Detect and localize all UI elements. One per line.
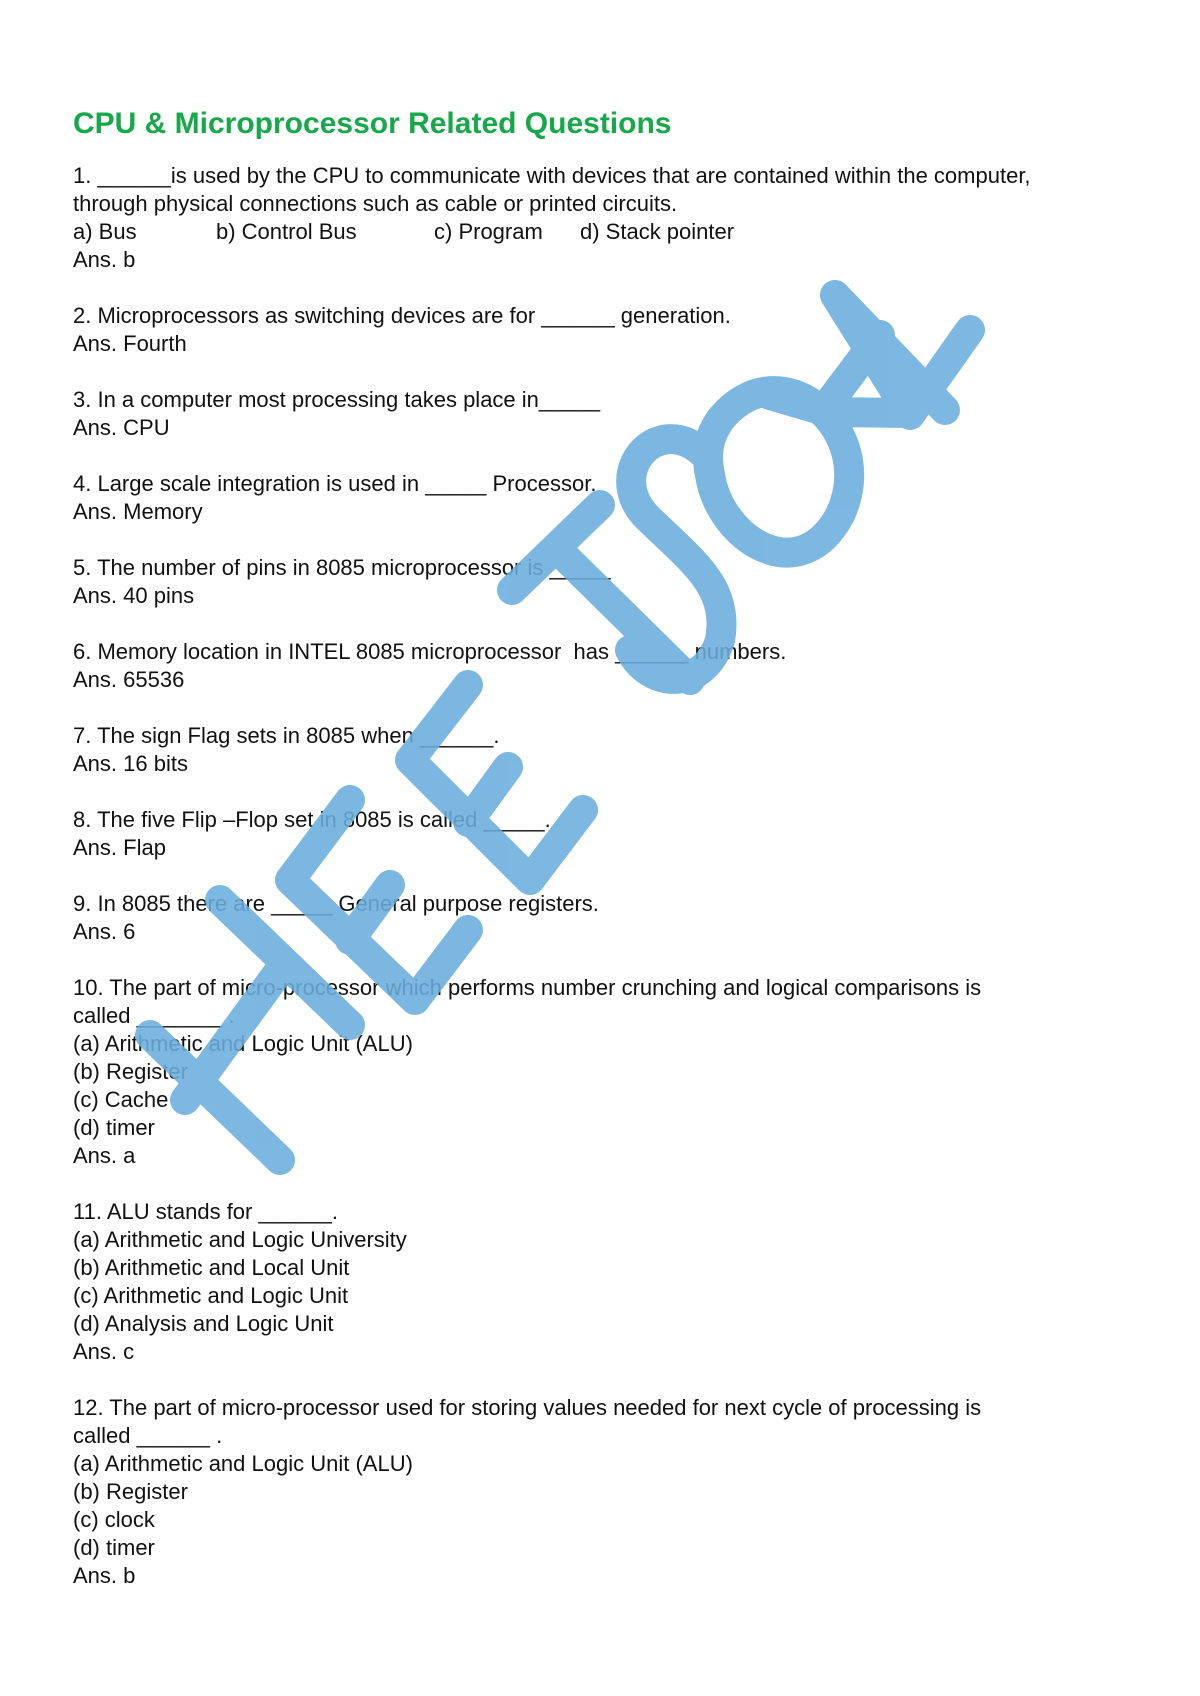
question-text: 12. The part of micro-processor used for storing values needed for next cycle of processing is — [73, 1395, 982, 1420]
question-text: 4. Large scale integration is used in _____ Processor. — [73, 471, 597, 496]
answer-text: Ans. 65536 — [73, 667, 185, 692]
option-c: (c) Arithmetic and Logic Unit — [73, 1283, 349, 1308]
option-b: b) Control Bus — [216, 219, 357, 244]
question-3 — [73, 386, 1133, 442]
option-a: (a) Arithmetic and Logic University — [73, 1227, 407, 1252]
option-b: (b) Register — [73, 1479, 188, 1504]
option-b: (b) Register — [73, 1059, 188, 1084]
answer-text: Ans. b — [73, 247, 136, 272]
answer-text: Ans. CPU — [73, 415, 170, 440]
answer-text: Ans. 40 pins — [73, 583, 195, 608]
question-10 — [73, 974, 1133, 1170]
question-text: called _______ . — [73, 1003, 235, 1028]
answer-text: Ans. Fourth — [73, 331, 187, 356]
option-d: (d) timer — [73, 1115, 155, 1140]
answer-text: Ans. Memory — [73, 499, 203, 524]
question-text: 3. In a computer most processing takes place in_____ — [73, 387, 601, 412]
question-text: 7. The sign Flag sets in 8085 when ______. — [73, 723, 500, 748]
question-11 — [73, 1198, 1133, 1366]
answer-text: Ans. 16 bits — [73, 751, 188, 776]
question-text: 9. In 8085 there are _____ General purpose registers. — [73, 891, 599, 916]
question-text: 6. Memory location in INTEL 8085 microprocessor has ______ numbers. — [73, 639, 787, 664]
document-content — [73, 104, 1133, 1618]
option-c: (c) Cache — [73, 1087, 169, 1112]
question-text: 11. ALU stands for ______. — [73, 1199, 338, 1224]
question-text: 10. The part of micro-processor which performs number crunching and logical comparisons is — [73, 975, 982, 1000]
question-text: 8. The five Flip –Flop set in 8085 is called _____. — [73, 807, 551, 832]
question-text: 1. ______is used by the CPU to communicate with devices that are contained within the computer, — [73, 163, 1031, 188]
question-text: 5. The number of pins in 8085 microprocessor is _____ — [73, 555, 611, 580]
question-9 — [73, 890, 1133, 946]
answer-text: Ans. 6 — [73, 919, 136, 944]
option-d: (d) timer — [73, 1535, 155, 1560]
option-d: d) Stack pointer — [580, 219, 735, 244]
question-1 — [73, 162, 1133, 274]
question-text: through physical connections such as cable or printed circuits. — [73, 191, 678, 216]
question-12 — [73, 1394, 1133, 1590]
question-text: 2. Microprocessors as switching devices are for ______ generation. — [73, 303, 731, 328]
answer-text: Ans. c — [73, 1339, 135, 1364]
answer-text: Ans. a — [73, 1143, 136, 1168]
question-text: called ______ . — [73, 1423, 223, 1448]
question-5 — [73, 554, 1133, 610]
question-6 — [73, 638, 1133, 694]
question-8 — [73, 806, 1133, 862]
option-a: a) Bus — [73, 219, 137, 244]
option-a: (a) Arithmetic and Logic Unit (ALU) — [73, 1031, 413, 1056]
option-c: c) Program — [434, 219, 543, 244]
option-a: (a) Arithmetic and Logic Unit (ALU) — [73, 1451, 413, 1476]
option-b: (b) Arithmetic and Local Unit — [73, 1255, 350, 1280]
answer-text: Ans. Flap — [73, 835, 166, 860]
question-4 — [73, 470, 1133, 526]
page-title: CPU & Microprocessor Related Questions — [73, 107, 672, 140]
question-7 — [73, 722, 1133, 778]
option-d: (d) Analysis and Logic Unit — [73, 1311, 334, 1336]
inline-options — [73, 218, 1133, 246]
question-2 — [73, 302, 1133, 358]
option-c: (c) clock — [73, 1507, 155, 1532]
answer-text: Ans. b — [73, 1563, 136, 1588]
